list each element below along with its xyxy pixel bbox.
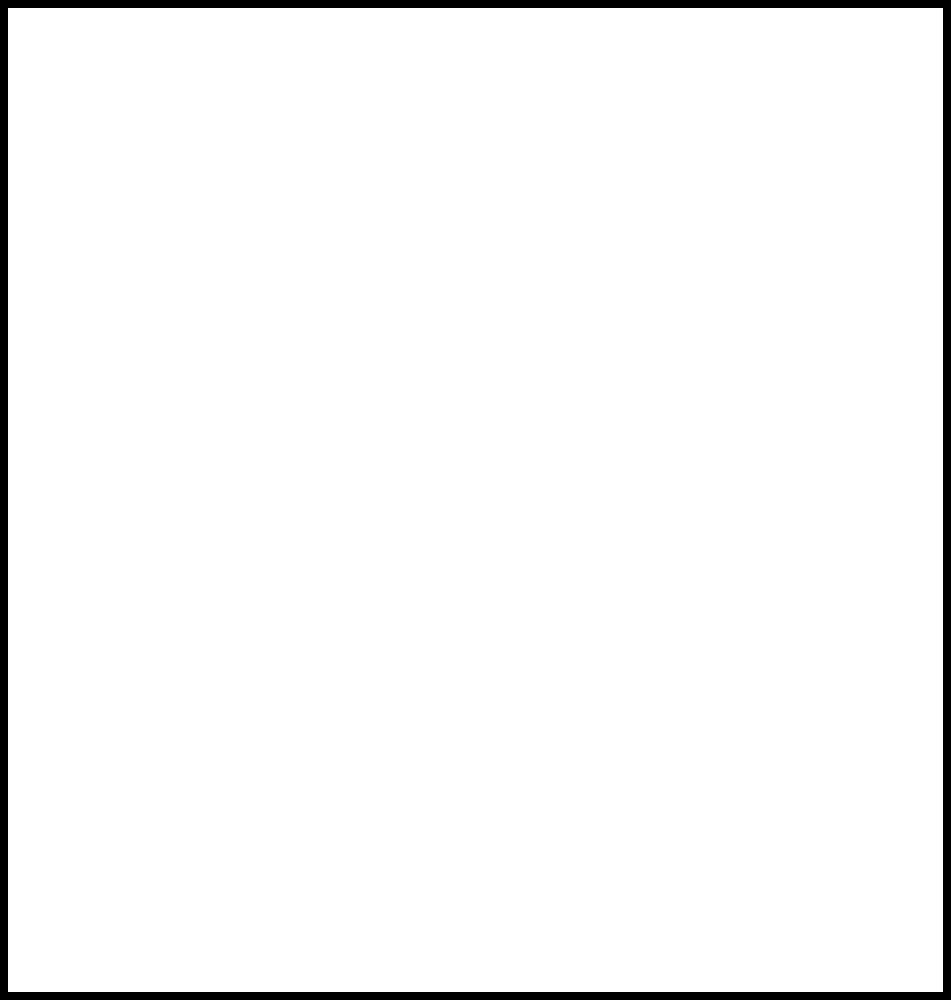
dandelion-seeds-icon — [608, 126, 898, 281]
dandelion-flowers-icon — [48, 458, 308, 838]
